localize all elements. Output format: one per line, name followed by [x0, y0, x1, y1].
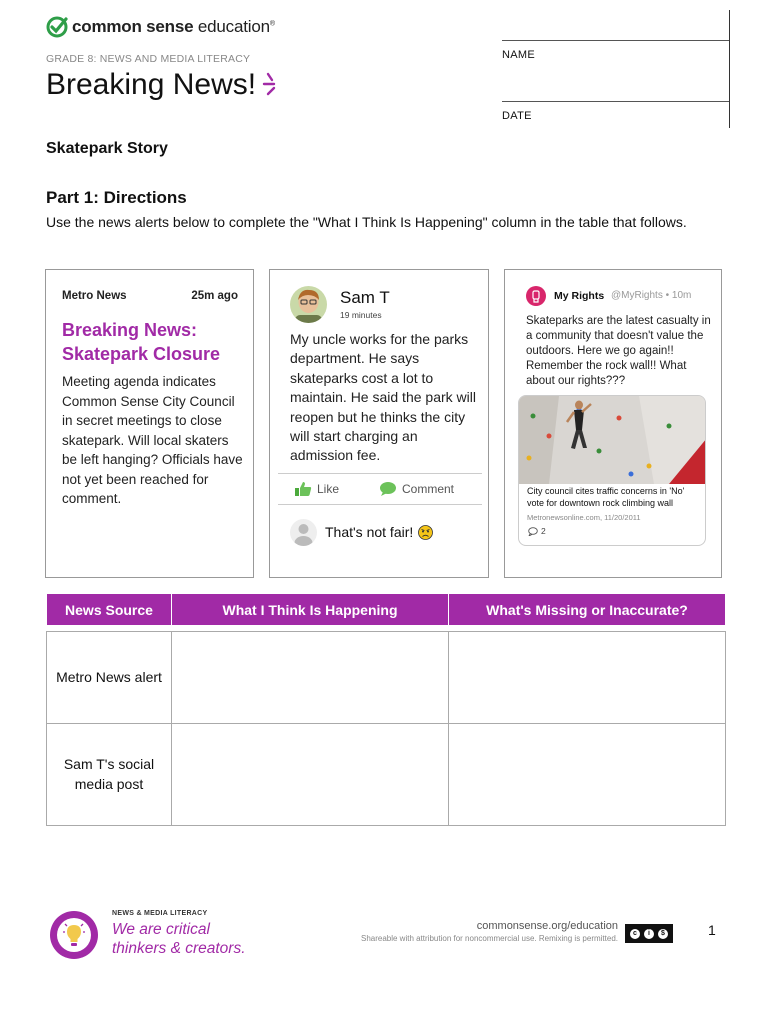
header-divider — [729, 10, 730, 128]
lightbulb-badge — [50, 911, 98, 959]
story-title: Skatepark Story — [46, 140, 168, 157]
footer-url[interactable]: commonsense.org/education — [476, 920, 618, 932]
rights-handle: @MyRights • 10m — [611, 290, 692, 301]
grade-label: GRADE 8: NEWS AND MEDIA LITERACY — [46, 53, 251, 65]
column-header-what-i-think: What I Think Is Happening — [172, 594, 449, 626]
my-rights-card — [504, 269, 722, 578]
check-circle-icon — [46, 16, 68, 38]
table-cell-answer[interactable] — [172, 632, 449, 724]
burst-icon — [262, 72, 280, 98]
commenter-avatar — [290, 519, 317, 546]
name-line-top — [502, 40, 729, 41]
directions-heading: Part 1: Directions — [46, 188, 187, 207]
avatar — [290, 286, 327, 323]
divider — [278, 504, 482, 505]
divider — [278, 473, 482, 474]
metro-news-card — [45, 269, 254, 578]
column-header-news-source: News Source — [47, 594, 172, 626]
metro-source: Metro News — [62, 290, 127, 302]
lightbulb-icon — [62, 922, 86, 948]
footer-license-text: Shareable with attribution for noncommercial use. Remixing is permitted. — [360, 934, 618, 943]
comment-count: 2 — [528, 526, 546, 536]
brand-logo — [46, 16, 275, 38]
table-row — [47, 724, 726, 826]
table-cell-source: Metro News alert — [47, 632, 172, 724]
date-label: DATE — [502, 110, 532, 122]
link-caption: City council cites traffic concerns in 'No' vote for downtown rock climbing wall — [527, 486, 685, 508]
page-title: Breaking News! — [46, 68, 280, 102]
name-label: NAME — [502, 49, 535, 61]
sam-post-card — [269, 269, 489, 578]
date-line-top — [502, 101, 729, 102]
table-cell-source: Sam T's social media post — [47, 724, 172, 826]
like-button[interactable]: Like — [294, 481, 339, 497]
metro-headline: Breaking News: Skatepark Closure — [62, 320, 221, 364]
creative-commons-icon: c i $ — [625, 924, 673, 943]
sam-name: Sam T — [340, 288, 390, 307]
comment-button[interactable]: Comment — [379, 481, 454, 497]
sam-post-text: My uncle works for the parks department. He says skateparks cost a lot to maintain. He said the park will reopen but he thinks the city will start charging an admission fee. — [290, 331, 476, 464]
climbing-wall-photo — [519, 396, 706, 484]
rights-text: Skateparks are the latest casualty in a community that doesn't value the outdoors. Here we go again!! Remember the rock wall!! What about our rights??? — [526, 315, 711, 387]
footer-tagline: We are critical thinkers & creators. — [112, 921, 246, 957]
column-header-whats-missing: What's Missing or Inaccurate? — [449, 594, 726, 626]
directions-text: Use the news alerts below to complete the "What I Think Is Happening" column in the table that follows. — [46, 214, 687, 230]
angry-face-icon — [418, 525, 433, 540]
footer-series: NEWS & MEDIA LITERACY — [112, 910, 208, 917]
fist-icon — [526, 286, 546, 306]
comment-icon — [528, 527, 538, 536]
metro-age: 25m ago — [191, 290, 238, 302]
rights-name: My Rights — [554, 290, 605, 302]
table-cell-answer[interactable] — [449, 724, 726, 826]
speech-bubble-icon — [379, 481, 397, 497]
table-cell-answer[interactable] — [172, 724, 449, 826]
link-preview[interactable] — [518, 395, 706, 546]
brand-name: common sense education® — [72, 17, 275, 36]
worksheet-table — [46, 593, 726, 826]
sam-time: 19 minutes — [340, 310, 382, 320]
table-row — [47, 632, 726, 724]
link-site: Metronewsonline.com, 11/20/2011 — [527, 513, 641, 522]
user-icon — [290, 519, 317, 546]
thumbs-up-icon — [294, 481, 312, 497]
table-cell-answer[interactable] — [449, 632, 726, 724]
user-photo-icon — [290, 286, 327, 323]
metro-body: Meeting agenda indicates Common Sense City Council in secret meetings to close skatepark. Will local skaters be left hanging? Officials have not yet been reached for comment. — [62, 374, 243, 506]
sam-reply: That's not fair! — [325, 524, 433, 540]
page-number: 1 — [708, 922, 716, 938]
